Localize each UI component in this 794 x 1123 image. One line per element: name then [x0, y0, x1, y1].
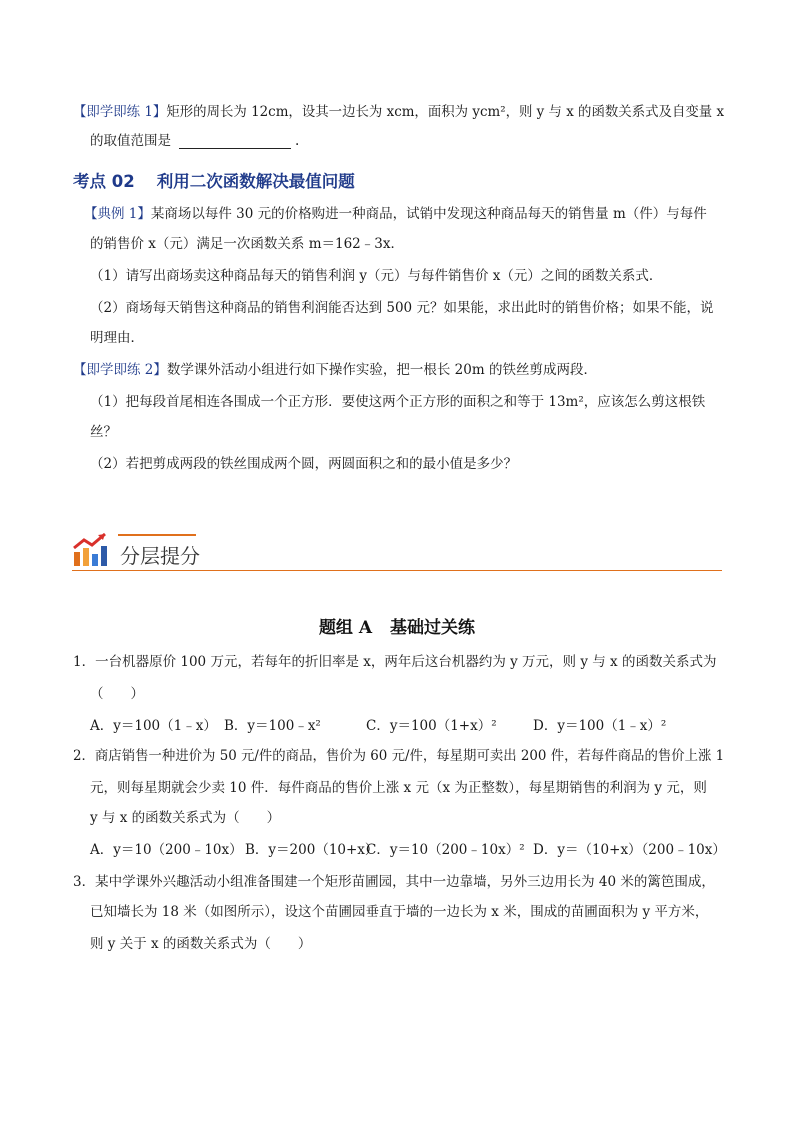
bar-chart-trend-icon [72, 532, 108, 568]
q2-option-c: C．y＝10（200﹣10x）² [366, 842, 525, 858]
q2-line3: y 与 x 的函数关系式为（ ） [90, 810, 281, 826]
section-number: 考点 02 [73, 172, 135, 191]
section-heading [73, 168, 355, 192]
practice1-tag: 【即学即练 1】 [73, 104, 167, 120]
practice2-text: 数学课外活动小组进行如下操作实验，把一根长 20m 的铁丝剪成两段． [166, 362, 597, 378]
practice2-tag: 【即学即练 2】 [73, 362, 167, 378]
answer-blank [179, 134, 291, 149]
practice1-line2 [90, 131, 299, 151]
practice2-q1-line1: （1）把每段首尾相连各围成一个正方形．要使这两个正方形的面积之和等于 13m²，应该怎么剪这根铁 [90, 394, 706, 410]
q3-line2: 已知墙长为 18 米（如图所示），设这个苗圃园垂直于墙的一边长为 x 米，围成的苗圃面积为 y 平方米， [90, 904, 709, 920]
practice2-q2: （2）若把剪成两段的铁丝围成两个圆，两圆面积之和的最小值是多少？ [90, 456, 518, 472]
q1-option-a: A．y＝100（1﹣x） [90, 718, 217, 734]
q3-line1: 3．某中学课外兴趣活动小组准备围建一个矩形苗圃园，其中一边靠墙，另外三边用长为 40 米的篱笆围成， [73, 874, 715, 890]
q2-option-b: B．y＝200（10+x） [245, 842, 379, 858]
group-heading [0, 613, 794, 638]
example1-line1 [84, 204, 707, 224]
example1-text: 某商场以每件 30 元的价格购进一种商品，试销中发现这种商品每天的销售量 m（件）与每件 [150, 206, 707, 222]
q2-option-a: A．y＝10（200﹣10x） [90, 842, 243, 858]
section-title: 利用二次函数解决最值问题 [156, 172, 355, 191]
banner-title: 分层提分 [120, 544, 200, 568]
q1-option-b: B．y＝100﹣x² [224, 718, 321, 734]
banner-divider [72, 570, 722, 572]
practice1-line2-prefix: 的取值范围是 [90, 133, 171, 149]
banner-accent-line [118, 534, 196, 536]
example1-tag: 【典例 1】 [84, 206, 151, 222]
q1-line1: 1．一台机器原价 100 万元，若每年的折旧率是 x，两年后这台机器约为 y 万元，则 y 与 x 的函数关系式为 [73, 654, 717, 670]
q2-option-d: D．y＝（10+x）（200﹣10x） [533, 842, 726, 858]
practice2-q1-line2: 丝？ [90, 424, 117, 440]
section-banner [72, 530, 722, 574]
practice2-line1 [73, 360, 597, 380]
group-title: 基础过关练 [390, 618, 476, 638]
q1-line2: （ ） [90, 686, 144, 702]
q2-line1: 2．商店销售一种进价为 50 元/件的商品，售价为 60 元/件，每星期可卖出 200 件，若每件商品的售价上涨 1 [73, 748, 725, 764]
practice1-line2-suffix: . [295, 133, 300, 149]
example1-line2: 的销售价 x（元）满足一次函数关系 m＝162﹣3x． [90, 236, 404, 252]
group-label: 题组 A [318, 618, 373, 638]
example1-q2-line2: 明理由． [90, 330, 144, 346]
q2-line2: 元，则每星期就会少卖 10 件．每件商品的售价上涨 x 元（x 为正整数），每星期销售的利润为 y 元，则 [90, 780, 707, 796]
example1-q1: （1）请写出商场卖这种商品每天的销售利润 y（元）与每件销售价 x（元）之间的函数关系式． [90, 268, 663, 284]
practice1-line1 [73, 102, 724, 122]
practice1-text: 矩形的周长为 12cm，设其一边长为 xcm，面积为 ycm²，则 y 与 x 的函数关系式及自变量 x [166, 104, 725, 120]
q3-line3: 则 y 关于 x 的函数关系式为（ ） [90, 936, 312, 952]
q1-option-c: C．y＝100（1+x）² [366, 718, 497, 734]
example1-q2-line1: （2）商场每天销售这种商品的销售利润能否达到 500 元？如果能，求出此时的销售价格；如果不能，说 [90, 300, 714, 316]
q1-option-d: D．y＝100（1﹣x）² [533, 718, 667, 734]
